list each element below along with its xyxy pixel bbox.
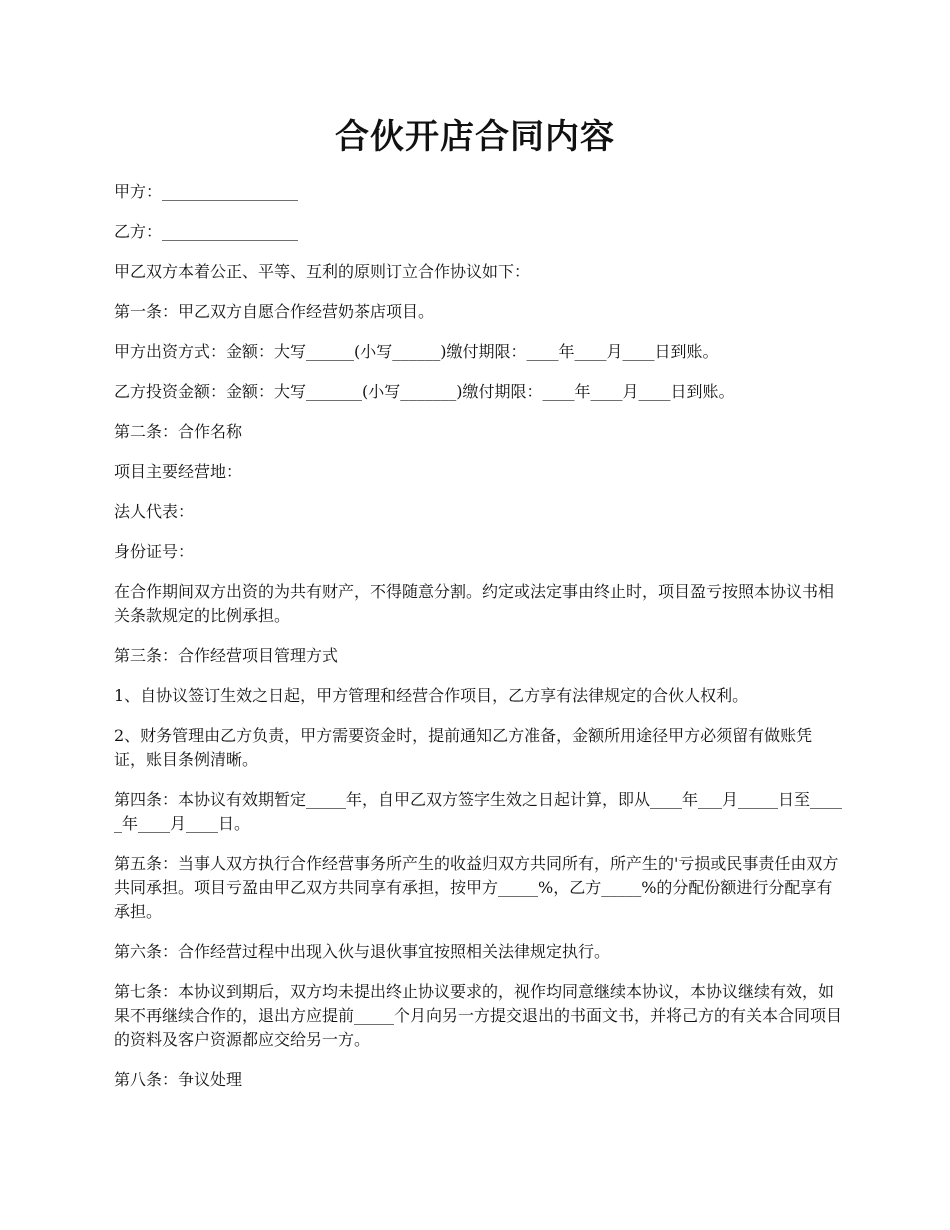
document-body	[114, 180, 844, 1108]
business-location: 项目主要经营地：	[114, 462, 243, 481]
article-1: 第一条：甲乙双方自愿合作经营奶茶店项目。	[114, 302, 435, 321]
preamble: 甲乙双方本着公正、平等、互利的原则订立合作协议如下：	[114, 262, 531, 281]
article-6: 第六条：合作经营过程中出现入伙与退伙事宜按照相关法律规定执行。	[114, 942, 611, 961]
party-b-investment: 乙方投资金额：金额：大写_______(小写_______)缴付期限：____年____月____日到账。	[114, 382, 735, 401]
party-b-line: 乙方：_________________	[114, 222, 299, 241]
article-8: 第八条：争议处理	[114, 1070, 243, 1089]
article-3-item-1: 1、自协议签订生效之日起，甲方管理和经营合作项目，乙方享有法律规定的合伙人权利。	[114, 686, 749, 705]
id-number: 身份证号：	[114, 542, 195, 561]
article-5: 第五条：当事人双方执行合作经营事务所产生的收益归双方共同所有，所产生的'亏损或民事责任由双方共同承担。项目亏盈由甲乙双方共同享有承担，按甲方_____%，乙方_____%的分配份额进行分配享有承担。	[114, 854, 839, 921]
article-7: 第七条：本协议到期后，双方均未提出终止协议要求的，视作均同意继续本协议，本协议继续有效，如果不再继续合作的，退出方应提前_____个月向另一方提交退出的书面文书，并将己方的有关本合同项目的资料及客户资源都应交给另一方。	[114, 982, 843, 1049]
joint-property-clause: 在合作期间双方出资的为共有财产，不得随意分割。约定或法定事由终止时，项目盈亏按照本协议书相关条款规定的比例承担。	[114, 582, 835, 625]
party-a-line: 甲方：_________________	[114, 182, 299, 201]
article-3: 第三条：合作经营项目管理方式	[114, 646, 339, 665]
article-4: 第四条：本协议有效期暂定_____年，自甲乙双方签字生效之日起计算，即从____年___月_____日至_____年____月____日。	[114, 790, 843, 833]
legal-representative: 法人代表：	[114, 502, 195, 521]
article-2: 第二条：合作名称	[114, 422, 243, 441]
document-title: 合伙开店合同内容	[335, 117, 615, 157]
article-3-item-2: 2、财务管理由乙方负责，甲方需要资金时，提前通知乙方准备，金额所用途径甲方必须留有做账凭证，账目条例清晰。	[114, 726, 813, 769]
party-a-investment: 甲方出资方式：金额：大写______(小写______)缴付期限：____年____月____日到账。	[114, 342, 719, 361]
